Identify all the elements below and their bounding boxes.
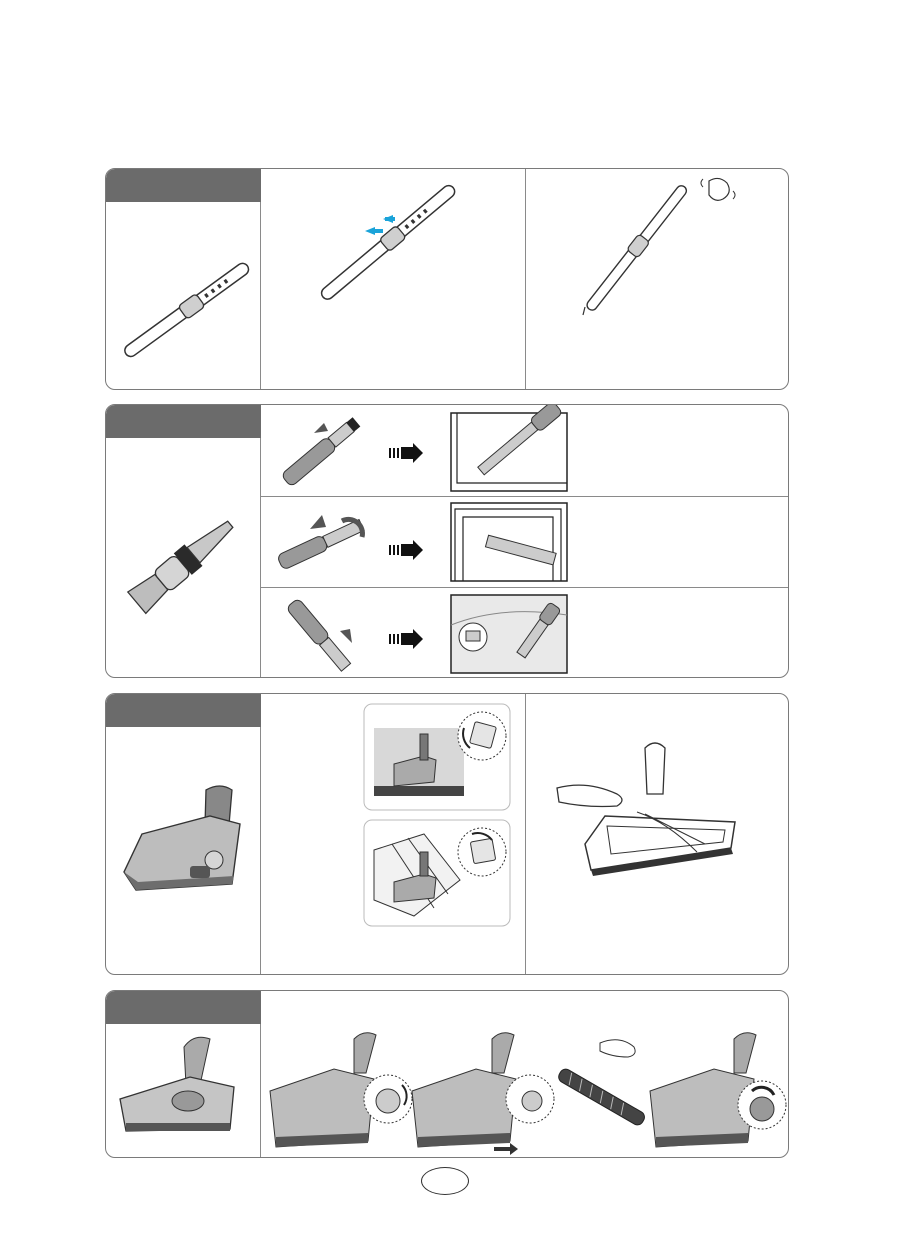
arrow-icon	[494, 1143, 518, 1155]
next-arrow-icon	[389, 540, 425, 560]
telescopic-pipe-illustration	[106, 169, 261, 390]
next-arrow-icon	[389, 629, 425, 649]
pipe-extend-illustration	[527, 169, 789, 390]
turbo-step-3-illustration	[554, 1029, 650, 1157]
arrow-icon	[310, 515, 326, 529]
hand-icon	[557, 785, 622, 806]
arrow-icon	[340, 629, 352, 643]
arrow-icon	[365, 227, 375, 235]
turbo-step-1-illustration	[264, 1029, 414, 1157]
crevice-use-3-illustration	[451, 595, 567, 673]
floor-brush-illustration	[106, 694, 261, 975]
turbo-step-4-illustration	[644, 1029, 789, 1157]
turbo-step-2-illustration	[412, 1029, 562, 1157]
hand-icon	[709, 178, 729, 200]
divider	[261, 587, 788, 588]
crevice-tool-illustration	[106, 405, 261, 678]
next-arrow-icon	[389, 443, 425, 463]
page-number	[421, 1167, 469, 1195]
divider	[525, 694, 526, 974]
crevice-use-1-illustration	[451, 413, 567, 491]
divider	[261, 496, 788, 497]
panel-floor-brush	[105, 693, 789, 975]
floor-brush-clean-illustration	[527, 694, 789, 975]
arrow-icon	[314, 423, 328, 433]
panel-crevice-tool	[105, 404, 789, 678]
pipe-adjust-illustration	[261, 169, 525, 390]
crevice-use-2-illustration	[451, 503, 567, 581]
divider	[525, 169, 526, 389]
floor-brush-hardfloor-illustration	[364, 820, 510, 926]
turbo-brush-illustration	[106, 991, 261, 1158]
crevice-step-2-illustration	[266, 501, 376, 585]
crevice-step-1-illustration	[266, 411, 376, 495]
hand-icon	[600, 1040, 635, 1057]
crevice-step-3-illustration	[266, 591, 376, 675]
panel-turbo-brush	[105, 990, 789, 1158]
floor-brush-carpet-illustration	[364, 704, 510, 810]
panel-telescopic-pipe	[105, 168, 789, 390]
